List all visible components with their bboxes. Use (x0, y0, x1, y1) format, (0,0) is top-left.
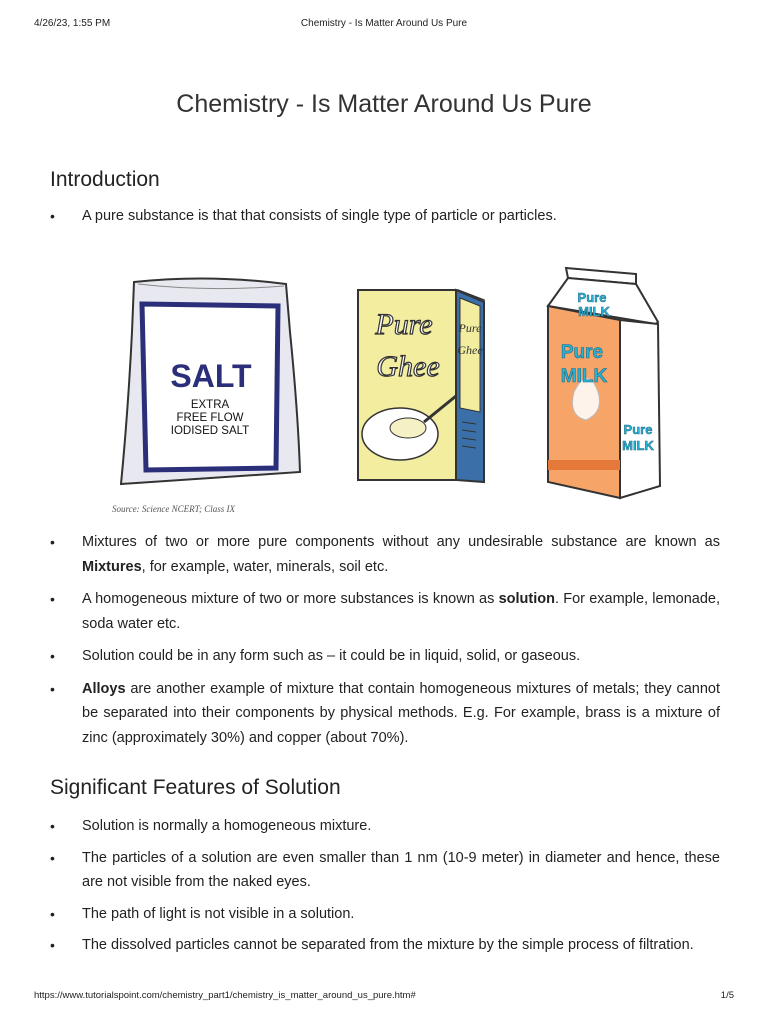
list-item (50, 587, 720, 636)
list-item (50, 902, 720, 927)
bullet-text: Mixtures of two or more pure components without any undesirable substance are known as (82, 534, 720, 550)
features-list (50, 814, 720, 965)
heading-introduction: Introduction (50, 168, 160, 191)
pure-substances-figure (108, 262, 668, 522)
list-item (50, 530, 720, 579)
mixtures-list (50, 530, 720, 758)
figure-caption: Source: Science NCERT; Class IX (112, 504, 236, 514)
print-header (34, 18, 734, 32)
list-item (50, 846, 720, 895)
page-number: 1/5 (720, 990, 734, 1001)
salt-bag-image (121, 278, 300, 484)
page-url: https://www.tutorialspoint.com/chemistry_part1/chemistry_is_matter_around_us_pure.htm# (34, 990, 416, 1001)
salt-line-1-text: EXTRA (190, 399, 230, 411)
salt-brand-text: SALT (170, 358, 252, 394)
milk-front-1: Pure (560, 342, 604, 363)
milk-top-2: MILK (578, 304, 610, 319)
ghee-label-1: Pure (375, 308, 433, 341)
bullet-text: , for example, water, minerals, soil etc. (141, 558, 389, 575)
print-date: 4/26/23, 1:55 PM (34, 18, 111, 29)
ghee-side-2: Ghee (457, 343, 483, 357)
bullet-text: The dissolved particles cannot be separated from the mixture by the simple process of filtration. (82, 937, 694, 953)
list-item (50, 677, 720, 751)
bullet-text: A pure substance is that that consists of single type of particle or particles. (82, 208, 557, 224)
bullet-text: Solution could be in any form such as – it could be in liquid, solid, or gaseous. (82, 648, 581, 664)
bold-term-solution: solution (498, 591, 555, 607)
bold-term-mixtures: Mixtures (82, 558, 142, 575)
pure-substances-illustration (108, 262, 668, 502)
heading-significant-features: Significant Features of Solution (50, 776, 341, 799)
salt-line-3-text: IODISED SALT (170, 425, 250, 437)
milk-side-2: MILK (622, 438, 654, 453)
ghee-side-1: Pure (458, 321, 482, 335)
bold-term-alloys: Alloys (82, 680, 126, 697)
list-item (50, 933, 720, 958)
milk-top-1: Pure (577, 290, 607, 305)
list-item (50, 814, 720, 839)
salt-line-2-text: FREE FLOW (176, 412, 244, 424)
milk-carton-image (548, 268, 660, 498)
milk-front-2: MILK (560, 366, 608, 387)
bullet-text: The particles of a solution are even smaller than 1 nm (10-9 meter) in diameter and hence, these are not visible from the naked eyes. (82, 849, 720, 890)
bullet-text: Solution is normally a homogeneous mixture. (82, 818, 372, 834)
print-footer (34, 990, 734, 1004)
page-title: Chemistry - Is Matter Around Us Pure (176, 90, 592, 118)
list-item (50, 204, 720, 229)
ghee-box-image (358, 290, 484, 482)
milk-side-1: Pure (623, 422, 653, 437)
print-title: Chemistry - Is Matter Around Us Pure (300, 18, 468, 29)
list-item (50, 644, 720, 669)
bullet-text: A homogeneous mixture of two or more substances is known as (82, 591, 499, 607)
intro-list (50, 204, 720, 229)
ghee-label-2: Ghee (376, 350, 440, 383)
bullet-text: The path of light is not visible in a solution. (82, 905, 355, 922)
bullet-text: . For example, lemonade, soda water etc. (82, 591, 720, 632)
bullet-text: are another example of mixture that contain homogeneous mixtures of metals; they cannot be separated into their components by physical methods. E.g. For example, brass is a mixture of zinc (approximately 30%) and copper (about 70%). (82, 680, 720, 746)
